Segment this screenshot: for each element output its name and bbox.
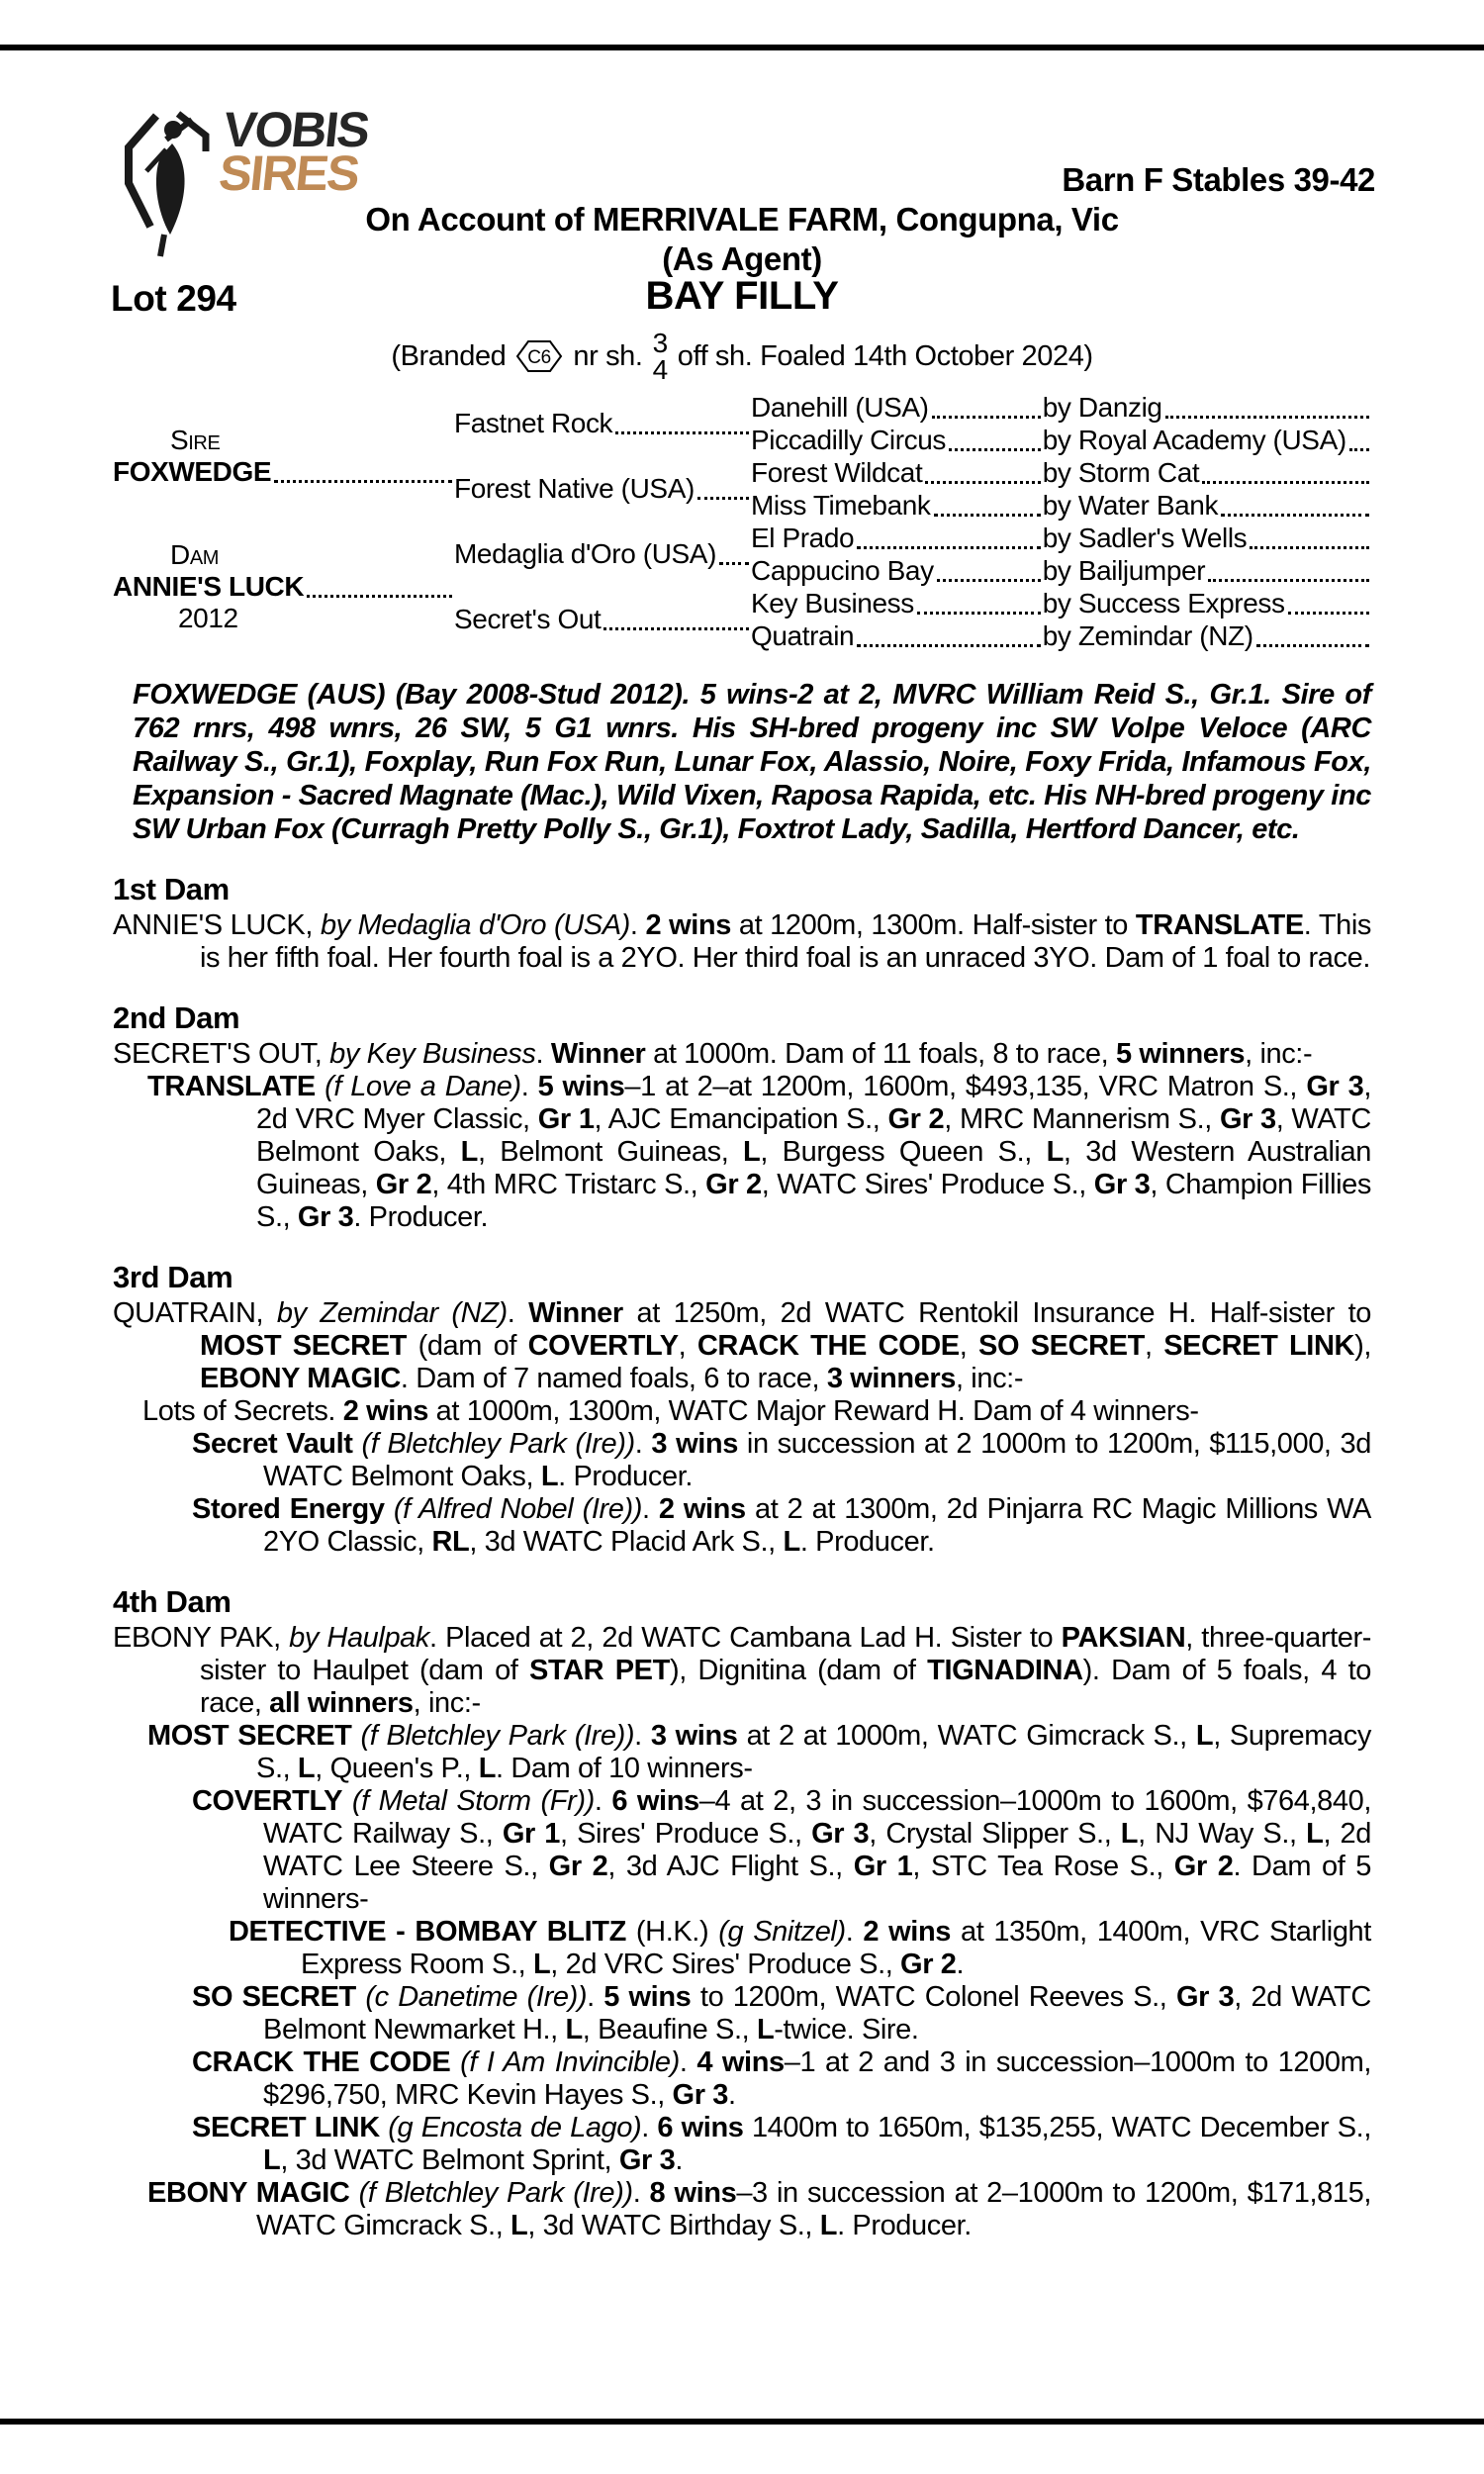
text-run: –1 at 2–at 1200m, 1600m, $493,135, VRC Matron S., bbox=[624, 1071, 1307, 1102]
text-run: 5 winners bbox=[1115, 1038, 1246, 1070]
lot-number: Lot 294 bbox=[111, 278, 236, 319]
text-run: L bbox=[756, 2014, 775, 2046]
text-run: EBONY MAGIC bbox=[200, 1363, 401, 1394]
text-run: ), Dignitina (dam of bbox=[669, 1655, 928, 1686]
text-run: MOST SECRET bbox=[147, 1720, 352, 1752]
text-run: L bbox=[263, 2144, 281, 2176]
grandparent-by-sire: by Sadler's Wells bbox=[1042, 523, 1248, 553]
dot-leader bbox=[1221, 514, 1369, 517]
branding-suffix: off sh. Foaled 14th October 2024) bbox=[677, 339, 1093, 372]
text-run: , three-quarter-sister to Haulpet (dam of bbox=[200, 1622, 1372, 1686]
text-run: ). Dam of 5 foals, 4 to race, bbox=[200, 1655, 1371, 1719]
text-run: , AJC Emancipation S., bbox=[594, 1103, 888, 1135]
text-run: L bbox=[1195, 1720, 1214, 1752]
text-run: L bbox=[460, 1136, 478, 1168]
pedigree-paragraph bbox=[113, 1071, 1371, 1234]
text-run: Gr 2 bbox=[705, 1169, 762, 1200]
dam-name: ANNIE'S LUCK bbox=[113, 571, 305, 602]
text-run: 5 wins bbox=[603, 1981, 692, 2013]
dam-dam-name: Secret's Out bbox=[454, 604, 602, 634]
text-run: QUATRAIN, bbox=[113, 1297, 277, 1329]
dot-leader bbox=[1202, 481, 1369, 484]
text-run: at 2 at 1300m, 2d Pinjarra RC Magic Millions WA 2YO Classic, bbox=[263, 1493, 1371, 1558]
text-run: at 1350m, 1400m, VRC Starlight Express Room S., bbox=[301, 1916, 1371, 1980]
text-run: 4 wins bbox=[696, 2046, 785, 2078]
text-run: at 2 at 1000m, WATC Gimcrack S., bbox=[737, 1720, 1196, 1752]
text-run: , 3d Western Australian Guineas, bbox=[256, 1136, 1371, 1200]
text-run: , Burgess Queen S., bbox=[760, 1136, 1047, 1168]
text-run: Stored Energy bbox=[192, 1493, 385, 1525]
dot-leader bbox=[917, 612, 1041, 615]
grandparent-by-sire: by Danzig bbox=[1042, 392, 1162, 423]
text-run: . Placed at 2, 2d WATC Cambana Lad H. Sister to bbox=[429, 1622, 1062, 1654]
text-run: , inc:- bbox=[1245, 1038, 1313, 1070]
text-run: , Sires' Produce S., bbox=[560, 1818, 812, 1850]
dot-leader bbox=[1288, 612, 1369, 615]
sire-name: FOXWEDGE bbox=[113, 456, 272, 487]
text-run: CRACK THE CODE bbox=[192, 2046, 451, 2078]
text-run: . bbox=[629, 909, 646, 941]
grandparent-name: Forest Wildcat bbox=[751, 457, 923, 488]
sire-sire-cell bbox=[454, 391, 751, 456]
pedigree-grandparent-row bbox=[751, 489, 1371, 522]
text-run: L bbox=[1046, 1136, 1064, 1168]
text-run: 6 wins bbox=[611, 1785, 699, 1817]
text-run bbox=[385, 1493, 394, 1525]
dot-leader bbox=[697, 497, 749, 500]
text-run: , 3d WATC Belmont Sprint, bbox=[280, 2144, 619, 2176]
text-run: , NJ Way S., bbox=[1138, 1818, 1307, 1850]
dam-foaling-year: 2012 bbox=[178, 603, 238, 633]
text-run: (f Bletchley Park (Ire)) bbox=[361, 1428, 635, 1460]
text-run: L bbox=[478, 1753, 497, 1784]
pedigree-paragraph bbox=[113, 1428, 1371, 1493]
dam-name-row bbox=[113, 571, 454, 603]
pedigree-grandparent-row bbox=[751, 456, 1371, 489]
text-run: . This is her fifth foal. Her fourth foal is a 2YO. Her third foal is an unraced 3YO. Dam of 1 foal to race. bbox=[200, 909, 1372, 974]
brand-count-top: 3 bbox=[652, 328, 668, 358]
dot-leader bbox=[307, 595, 452, 598]
text-run: L bbox=[1306, 1818, 1324, 1850]
text-run: , 2d WATC Belmont Newmarket H., bbox=[263, 1981, 1371, 2046]
text-run: . Dam of 10 winners- bbox=[496, 1753, 753, 1784]
text-run: RL bbox=[431, 1526, 470, 1558]
grandparent-name: El Prado bbox=[751, 523, 855, 553]
text-run: by Medaglia d'Oro (USA) bbox=[320, 909, 630, 941]
text-run: (dam of bbox=[406, 1330, 528, 1362]
text-run: . Producer. bbox=[353, 1201, 489, 1233]
text-run: 6 wins bbox=[657, 2112, 744, 2143]
grandparent-by-sire: by Bailjumper bbox=[1042, 555, 1206, 586]
pedigree-grandparent-row bbox=[751, 587, 1371, 619]
text-run: SECRET LINK bbox=[192, 2112, 380, 2143]
pedigree-paragraph bbox=[113, 2046, 1371, 2112]
text-run: , STC Tea Rose S., bbox=[912, 1851, 1174, 1882]
svg-text:C6: C6 bbox=[527, 347, 552, 368]
bottom-rule bbox=[0, 2419, 1484, 2425]
text-run: , WATC Sires' Produce S., bbox=[761, 1169, 1094, 1200]
grandparent-by-sire: by Royal Academy (USA) bbox=[1042, 425, 1346, 455]
sire-sire-name: Fastnet Rock bbox=[454, 408, 613, 438]
pedigree-paragraph bbox=[113, 2112, 1371, 2177]
dot-leader bbox=[1165, 416, 1369, 419]
sire-note bbox=[113, 678, 1371, 846]
pedigree-grandparent-row bbox=[751, 619, 1371, 652]
logo-text bbox=[216, 102, 371, 201]
text-run: Gr 3 bbox=[297, 1201, 354, 1233]
text-run: Gr 2 bbox=[900, 1949, 957, 1980]
pedigree-paragraph bbox=[113, 1720, 1371, 1785]
text-run: -twice. Sire. bbox=[774, 2014, 919, 2046]
grandparent-name: Danehill (USA) bbox=[751, 392, 929, 423]
dot-leader bbox=[857, 546, 1040, 549]
text-run: . Producer. bbox=[799, 1526, 935, 1558]
text-run bbox=[353, 1428, 362, 1460]
text-run: , Belmont Guineas, bbox=[477, 1136, 744, 1168]
account-line: On Account of MERRIVALE FARM, Congupna, Vic bbox=[365, 201, 1119, 238]
text-run: –1 at 2 and 3 in succession–1000m to 1200m, $296,750, MRC Kevin Hayes S., bbox=[263, 2046, 1371, 2111]
text-run: , 2d WATC Lee Steere S., bbox=[263, 1818, 1371, 1882]
dam-section-heading: 3rd Dam bbox=[113, 1260, 233, 1294]
text-run: 3 wins bbox=[650, 1720, 738, 1752]
grandparent-by-sire: by Storm Cat bbox=[1042, 457, 1200, 488]
text-run: . Producer. bbox=[558, 1461, 694, 1492]
logo-vobis-text: VOBIS bbox=[221, 102, 371, 157]
text-run: 2 wins bbox=[863, 1916, 952, 1948]
text-run: , Beaufine S., bbox=[582, 2014, 757, 2046]
text-run: . bbox=[507, 1297, 529, 1329]
text-run: Gr 1 bbox=[853, 1851, 913, 1882]
text-run: TRANSLATE bbox=[147, 1071, 316, 1102]
text-run: 5 wins bbox=[537, 1071, 625, 1102]
text-run: , bbox=[1144, 1330, 1164, 1362]
branding-line bbox=[0, 330, 1484, 383]
dot-leader bbox=[925, 481, 1040, 484]
dot-leader bbox=[1349, 448, 1369, 451]
dot-leader bbox=[857, 644, 1040, 647]
text-run: –4 at 2, 3 in succession–1000m to 1600m, $764,840, WATC Railway S., bbox=[263, 1785, 1371, 1850]
text-run: (f Alfred Nobel (Ire)) bbox=[393, 1493, 642, 1525]
text-run: , 3d WATC Birthday S., bbox=[527, 2210, 820, 2241]
logo-sires-text: SIRES bbox=[216, 145, 361, 201]
text-run: . bbox=[727, 2079, 736, 2111]
text-run: SECRET'S OUT, bbox=[113, 1038, 330, 1070]
text-run: Winner bbox=[550, 1038, 646, 1070]
text-run: FOXWEDGE (AUS) (Bay 2008-Stud 2012). 5 wins-2 at 2, MVRC William Reid S., Gr.1. Sire of 762 rnrs, 498 wnrs, 26 SW, 5 G1 wnrs. His SH-bred progeny inc SW Volpe Veloce (ARC Railway S., Gr.1), Foxplay, Run Fox Run, Lunar Fox, Alassio, Noire, Foxy Frida, Infamous Fox, Expansion - Sacred Magnate (Mac.), Wild Vixen, Raposa Rapida, etc. His NH-bred progeny inc SW Urban Fox (Curragh Pretty Polly S., Gr.1), Foxtrot Lady, Sadilla, Hertford Dancer, etc. bbox=[133, 679, 1371, 845]
text-run: . bbox=[641, 1493, 659, 1525]
text-run: SO SECRET bbox=[192, 1981, 356, 2013]
text-run bbox=[351, 1720, 360, 1752]
text-run: Secret Vault bbox=[192, 1428, 353, 1460]
text-run: , inc:- bbox=[955, 1363, 1024, 1394]
text-run bbox=[356, 1981, 366, 2013]
dam-section-heading: 2nd Dam bbox=[113, 1000, 240, 1035]
text-run: (f Bletchley Park (Ire)) bbox=[360, 1720, 635, 1752]
text-run: . bbox=[535, 1038, 551, 1070]
text-run: , 4th MRC Tristarc S., bbox=[431, 1169, 706, 1200]
text-run: 3 winners bbox=[826, 1363, 956, 1394]
text-run: L bbox=[743, 1136, 761, 1168]
text-run: at 1000m, 1300m, WATC Major Reward H. Dam of 4 winners- bbox=[428, 1395, 1199, 1427]
text-run: 3 wins bbox=[651, 1428, 738, 1460]
text-run: Gr 2 bbox=[375, 1169, 432, 1200]
pedigree-table bbox=[113, 391, 1371, 652]
text-run: , 2d VRC Myer Classic, bbox=[256, 1071, 1371, 1135]
pedigree-sire-cell bbox=[113, 391, 454, 522]
text-run bbox=[342, 1785, 352, 1817]
text-run: Gr 3 bbox=[672, 2079, 728, 2111]
text-run: TRANSLATE bbox=[1135, 909, 1304, 941]
text-run: L bbox=[565, 2014, 583, 2046]
text-run: , 3d AJC Flight S., bbox=[607, 1851, 854, 1882]
text-run: to 1200m, WATC Colonel Reeves S., bbox=[691, 1981, 1176, 2013]
text-run: Gr 1 bbox=[537, 1103, 595, 1135]
sire-label: Sire bbox=[170, 425, 221, 455]
pedigree-grandparent-row bbox=[751, 424, 1371, 456]
text-run: SECRET LINK bbox=[1163, 1330, 1355, 1362]
text-run: (c Danetime (Ire)) bbox=[365, 1981, 588, 2013]
text-run: L bbox=[540, 1461, 559, 1492]
text-run: Winner bbox=[528, 1297, 623, 1329]
text-run: . bbox=[587, 1981, 604, 2013]
grandparent-name: Cappucino Bay bbox=[751, 555, 934, 586]
text-run: Gr 3 bbox=[1175, 1981, 1235, 2013]
dot-leader bbox=[719, 562, 749, 565]
agent-line: (As Agent) bbox=[662, 240, 822, 277]
text-run bbox=[380, 2112, 388, 2143]
text-run: , Queen's P., bbox=[315, 1753, 479, 1784]
text-run: . bbox=[594, 1785, 612, 1817]
pedigree-primary-column bbox=[113, 391, 454, 652]
dot-leader bbox=[1256, 644, 1369, 647]
text-run: SO SECRET bbox=[978, 1330, 1145, 1362]
text-run: L bbox=[819, 2210, 838, 2241]
dam-sections bbox=[113, 872, 1371, 2242]
dot-leader bbox=[934, 514, 1041, 517]
text-run: (f Metal Storm (Fr)) bbox=[351, 1785, 595, 1817]
text-run: ), bbox=[1354, 1330, 1371, 1362]
text-run: L bbox=[1120, 1818, 1139, 1850]
text-run: Gr 3 bbox=[1093, 1169, 1151, 1200]
horse-title: BAY FILLY bbox=[645, 274, 839, 318]
text-run: at 1000m. Dam of 11 foals, 8 to race, bbox=[645, 1038, 1116, 1070]
text-run: . bbox=[632, 2177, 650, 2209]
text-run: MOST SECRET bbox=[200, 1330, 407, 1362]
text-run: TIGNADINA bbox=[927, 1655, 1083, 1686]
dam-label: Dam bbox=[170, 539, 220, 570]
text-run: Gr 2 bbox=[887, 1103, 945, 1135]
pedigree-paragraph bbox=[113, 1297, 1371, 1395]
text-run: ANNIE'S LUCK, bbox=[113, 909, 321, 941]
text-run: . bbox=[845, 1916, 864, 1948]
text-run: 8 wins bbox=[649, 2177, 737, 2209]
text-run: L bbox=[510, 2210, 528, 2241]
text-run: (f Bletchley Park (Ire)) bbox=[358, 2177, 633, 2209]
pedigree-grandparents bbox=[751, 391, 1371, 652]
brand-hexagon-icon bbox=[515, 338, 563, 374]
pedigree-grandparent-row bbox=[751, 391, 1371, 424]
pedigree-parents-column bbox=[454, 391, 751, 652]
text-run: CRACK THE CODE bbox=[696, 1330, 960, 1362]
dot-leader bbox=[949, 448, 1041, 451]
text-run: Gr 3 bbox=[811, 1818, 870, 1850]
text-run: , 2d VRC Sires' Produce S., bbox=[550, 1949, 901, 1980]
dam-sire-cell bbox=[454, 522, 751, 587]
pedigree-paragraph bbox=[113, 1981, 1371, 2046]
pedigree-paragraph bbox=[113, 909, 1371, 975]
text-run: STAR PET bbox=[529, 1655, 670, 1686]
branding-prefix: (Branded bbox=[391, 339, 507, 372]
text-run: (H.K.) bbox=[625, 1916, 719, 1948]
dot-leader bbox=[932, 416, 1041, 419]
text-run: COVERTLY bbox=[527, 1330, 679, 1362]
text-run: . bbox=[634, 1428, 652, 1460]
dot-leader bbox=[937, 579, 1041, 582]
text-run: . bbox=[634, 1720, 651, 1752]
dot-leader bbox=[1208, 579, 1369, 582]
text-run: , bbox=[959, 1330, 979, 1362]
text-run: . Dam of 7 named foals, 6 to race, bbox=[400, 1363, 827, 1394]
text-run: 1400m to 1650m, $135,255, WATC December S., bbox=[743, 2112, 1371, 2143]
branding-near-shoulder: nr sh. bbox=[573, 339, 643, 372]
text-run: Gr 3 bbox=[1306, 1071, 1364, 1102]
text-run: Gr 3 bbox=[618, 2144, 676, 2176]
text-run: . bbox=[641, 2112, 658, 2143]
grandparent-name: Key Business bbox=[751, 588, 914, 618]
sire-name-row bbox=[113, 456, 454, 488]
pedigree-paragraph bbox=[113, 1785, 1371, 1916]
pedigree-grandparent-row bbox=[751, 522, 1371, 554]
text-run: , 3d WATC Placid Ark S., bbox=[469, 1526, 784, 1558]
text-run: DETECTIVE - BOMBAY BLITZ bbox=[229, 1916, 626, 1948]
text-run: –3 in succession at 2–1000m to 1200m, $171,815, WATC Gimcrack S., bbox=[256, 2177, 1371, 2241]
text-run: , Champion Fillies S., bbox=[256, 1169, 1372, 1233]
grandparent-name: Piccadilly Circus bbox=[751, 425, 947, 455]
dot-leader bbox=[603, 627, 749, 630]
text-run: . Producer. bbox=[837, 2210, 972, 2241]
header bbox=[0, 50, 1484, 387]
text-run: (f I Am Invincible) bbox=[460, 2046, 680, 2078]
text-run: . bbox=[679, 2046, 697, 2078]
text-run: by Haulpak bbox=[289, 1622, 430, 1654]
text-run: Gr 1 bbox=[502, 1818, 561, 1850]
pedigree-paragraph bbox=[113, 2177, 1371, 2242]
text-run: COVERTLY bbox=[192, 1785, 343, 1817]
text-run: L bbox=[532, 1949, 551, 1980]
text-run: , Crystal Slipper S., bbox=[869, 1818, 1121, 1850]
text-run: by Key Business bbox=[329, 1038, 536, 1070]
grandparent-name: Miss Timebank bbox=[751, 490, 931, 521]
text-run: PAKSIAN bbox=[1061, 1622, 1186, 1654]
text-run: 2 wins bbox=[645, 909, 731, 941]
text-run bbox=[316, 1071, 325, 1102]
text-run: 2 wins bbox=[658, 1493, 746, 1525]
text-run: , inc:- bbox=[413, 1687, 481, 1719]
text-run: (g Encosta de Lago) bbox=[388, 2112, 642, 2143]
pedigree-paragraph bbox=[113, 1916, 1371, 1981]
text-run bbox=[349, 2177, 358, 2209]
text-run: (f Love a Dane) bbox=[325, 1071, 521, 1102]
text-run: . bbox=[520, 1071, 538, 1102]
text-run: Gr 3 bbox=[1219, 1103, 1276, 1135]
text-run: EBONY PAK, bbox=[113, 1622, 290, 1654]
grandparent-by-sire: by Success Express bbox=[1042, 588, 1285, 618]
dam-section-heading: 4th Dam bbox=[113, 1584, 232, 1619]
grandparent-name: Quatrain bbox=[751, 620, 855, 651]
text-run: Gr 2 bbox=[1173, 1851, 1234, 1882]
pedigree-paragraph bbox=[113, 1493, 1371, 1559]
text-run: EBONY MAGIC bbox=[147, 2177, 350, 2209]
text-run: by Zemindar (NZ) bbox=[276, 1297, 508, 1329]
grandparent-by-sire: by Zemindar (NZ) bbox=[1042, 620, 1253, 651]
dam-section-heading: 1st Dam bbox=[113, 872, 230, 906]
brand-count-bottom: 4 bbox=[652, 354, 668, 385]
sire-dam-cell bbox=[454, 456, 751, 522]
text-run: L bbox=[783, 1526, 800, 1558]
text-run: , MRC Mannerism S., bbox=[944, 1103, 1220, 1135]
text-run: , Supremacy S., bbox=[256, 1720, 1371, 1784]
text-run: at 1250m, 2d WATC Rentokil Insurance H. Half-sister to bbox=[622, 1297, 1371, 1329]
text-run: . bbox=[956, 1949, 965, 1980]
dam-dam-cell bbox=[454, 587, 751, 652]
dot-leader bbox=[615, 431, 749, 434]
text-run: 2 wins bbox=[342, 1395, 428, 1427]
grandparent-by-sire: by Water Bank bbox=[1042, 490, 1219, 521]
main-content bbox=[0, 387, 1484, 2242]
pedigree-paragraph bbox=[113, 1038, 1371, 1071]
pedigree-grandparent-row bbox=[751, 554, 1371, 587]
pedigree-paragraph bbox=[113, 1622, 1371, 1720]
sire-dam-name: Forest Native (USA) bbox=[454, 473, 695, 504]
text-run: Lots of Secrets. bbox=[142, 1395, 343, 1427]
brand-count-fraction bbox=[653, 330, 668, 383]
dam-sire-name: Medaglia d'Oro (USA) bbox=[454, 538, 717, 569]
text-run: , bbox=[678, 1330, 697, 1362]
text-run: Gr 2 bbox=[548, 1851, 608, 1882]
text-run bbox=[450, 2046, 460, 2078]
text-run: all winners bbox=[269, 1687, 414, 1719]
dot-leader bbox=[1250, 546, 1369, 549]
text-run: L bbox=[297, 1753, 316, 1784]
pedigree-dam-cell bbox=[113, 522, 454, 652]
dot-leader bbox=[274, 480, 452, 483]
barn-label: Barn F Stables 39-42 bbox=[1062, 161, 1375, 198]
text-run: , WATC Belmont Oaks, bbox=[256, 1103, 1371, 1168]
pedigree-paragraph bbox=[113, 1395, 1371, 1428]
text-run: (g Snitzel) bbox=[718, 1916, 846, 1948]
text-run: in succession at 2 1000m to 1200m, $115,000, 3d WATC Belmont Oaks, bbox=[263, 1428, 1371, 1492]
text-run: . Dam of 5 winners- bbox=[263, 1851, 1371, 1915]
text-run: at 1200m, 1300m. Half-sister to bbox=[730, 909, 1136, 941]
text-run: . bbox=[675, 2144, 683, 2176]
